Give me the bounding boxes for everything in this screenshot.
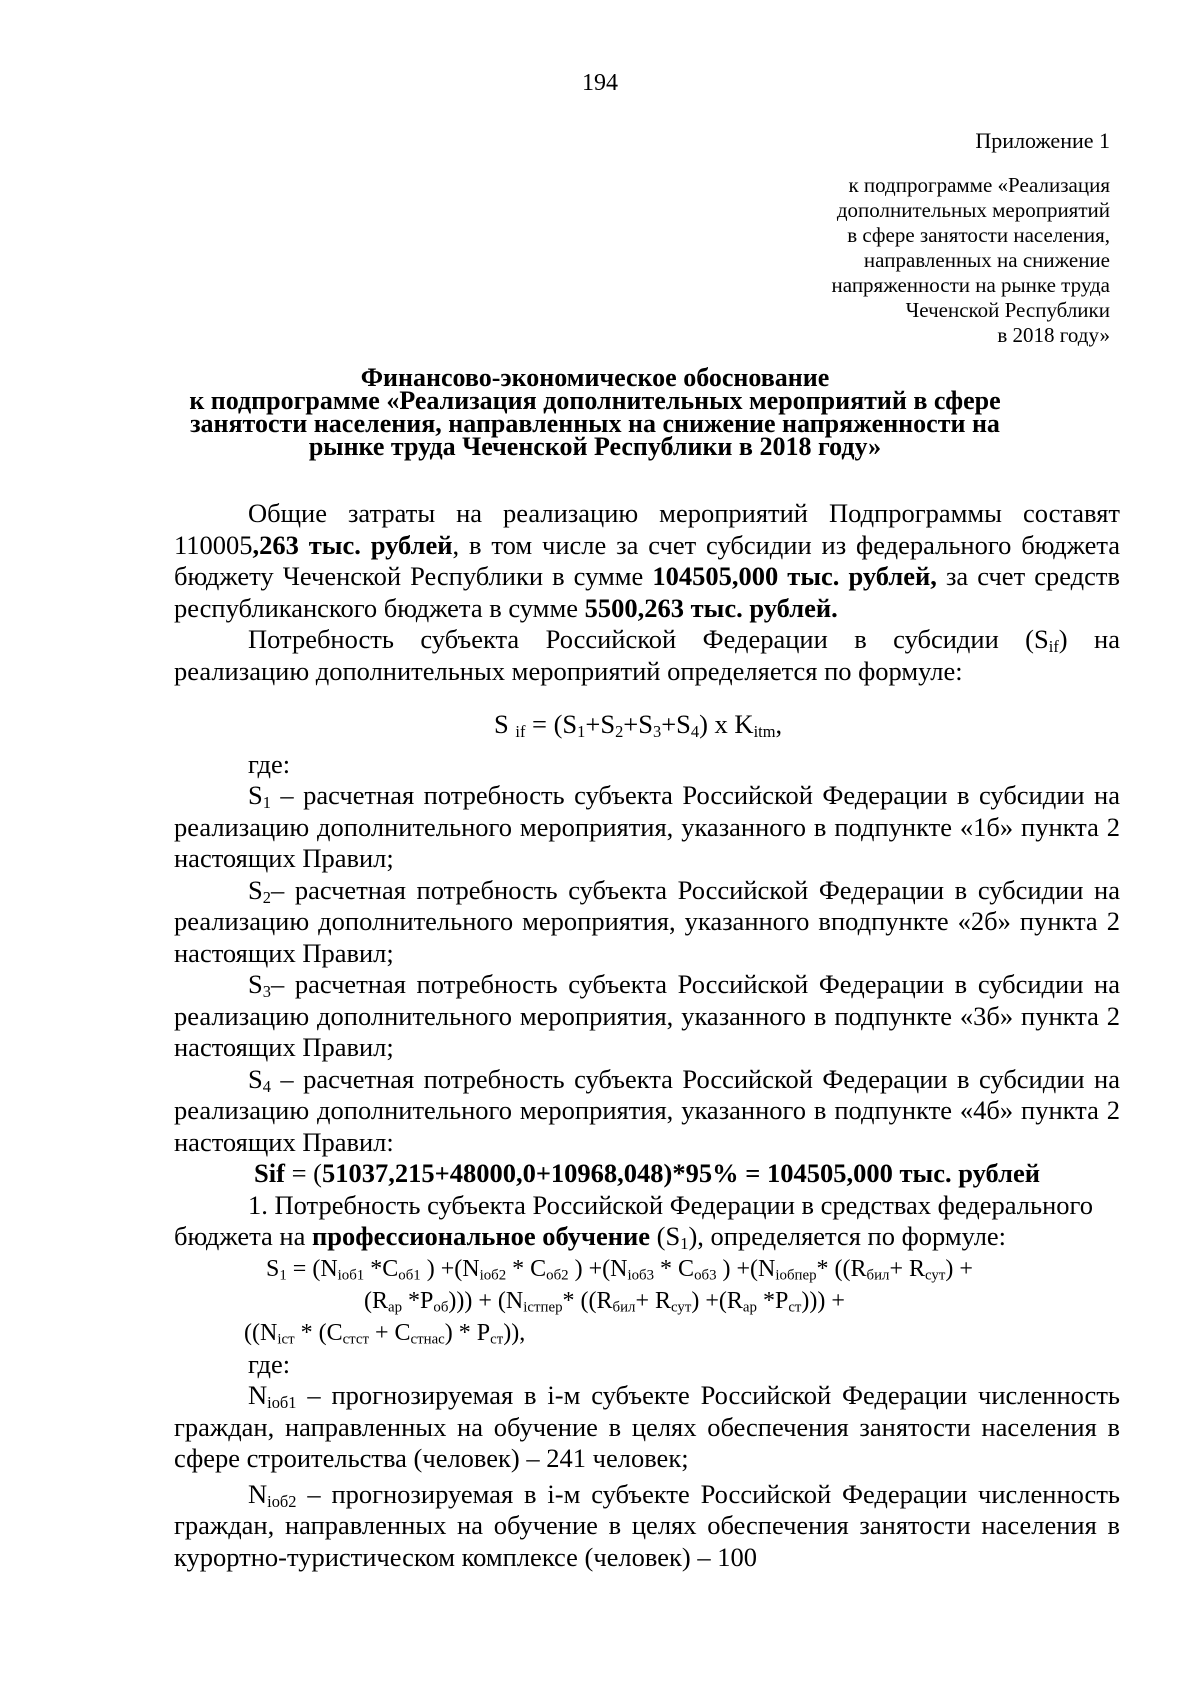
bold-amount: 5500,263 тыс. рублей. <box>584 592 838 623</box>
subscript: iоб2 <box>267 1491 297 1511</box>
formula-run: )), <box>503 1319 526 1346</box>
subscript: 1 <box>279 1267 287 1284</box>
subscript: 1 <box>262 793 271 813</box>
formula-run: *P <box>756 1287 789 1314</box>
subscript: бил <box>866 1267 890 1284</box>
subscript: 4 <box>690 722 700 742</box>
formula-run: * C <box>654 1255 695 1282</box>
definition-text: – прогнозируемая в i-м субъекте Российской Федерации численность граждан, направленных на обучение в целях обеспечения занятости населения в курортно-туристическом комплексе (человек) – 100 <box>174 1478 1120 1572</box>
definition-niob2 <box>174 1479 1120 1574</box>
subscript: стст <box>342 1331 369 1348</box>
text-run: Общие затраты на реализацию мероприятий Подпрограммы составят 110005 <box>174 498 1120 560</box>
formula-run: ) + <box>945 1255 973 1282</box>
formula-run: + C <box>368 1319 411 1346</box>
formula-line <box>174 1317 1120 1349</box>
subscript: if <box>515 722 526 742</box>
title-line: занятости населения, направленных на снижение напряженности на <box>190 409 1000 438</box>
subscript: iоб1 <box>337 1267 365 1284</box>
subscript: itm <box>753 722 776 742</box>
formula-run: ((N <box>244 1319 278 1346</box>
symbol: S <box>248 780 263 810</box>
formula-run: +S <box>623 709 653 739</box>
formula-run: (R <box>364 1287 388 1314</box>
subscript: бил <box>612 1299 636 1316</box>
formula-run: S <box>494 709 516 739</box>
calculation-sif <box>174 1158 1120 1190</box>
formula-run: + R <box>889 1255 926 1282</box>
definition-s3 <box>174 969 1120 1064</box>
bold-amount: ,263 тыс. рублей <box>252 529 453 560</box>
page-number: 194 <box>582 70 618 96</box>
formula-line <box>174 1285 1120 1317</box>
formula-run: ))) + <box>801 1287 845 1314</box>
bold-amount: 104505,000 тыс. рублей, <box>652 561 937 591</box>
appendix-line: направленных на снижение <box>863 248 1110 272</box>
definition-s2 <box>174 875 1120 970</box>
subscript: 2 <box>262 887 271 907</box>
subscript: iоб3 <box>627 1267 655 1284</box>
appendix-heading: Приложение 1 <box>975 128 1110 153</box>
text-run: за счет средств республиканского бюджета в сумме <box>174 561 1120 623</box>
bold-run: профессиональное обучение <box>312 1221 651 1251</box>
subscript: 3 <box>652 722 662 742</box>
formula-run: ) +(N <box>420 1255 480 1282</box>
definition-text: – прогнозируемая в i-м субъекте Российской Федерации численность граждан, направленных на обучение в целях обеспечения занятости населения в сфере строительства (человек) – 241 человек; <box>174 1380 1120 1473</box>
text-run: ) на реализацию дополнительных мероприятий определяется по формуле: <box>174 624 1120 686</box>
where-label: где: <box>248 748 291 779</box>
subscript: об3 <box>694 1267 717 1284</box>
formula-run: , <box>775 709 783 739</box>
formula-run: * C <box>506 1255 547 1282</box>
definition-text: – расчетная потребность субъекта Российской Федерации в субсидии на реализацию дополнительного мероприятия, указанного в подпункте «4б» пункта 2 настоящих Правил: <box>174 1063 1120 1157</box>
appendix-block <box>750 128 1110 348</box>
symbol: S <box>248 874 263 905</box>
paragraph-total-costs <box>174 498 1120 624</box>
appendix-line: дополнительных мероприятий <box>836 198 1110 222</box>
appendix-line: Чеченской Республики <box>905 298 1110 322</box>
subscript: iобпер <box>775 1267 817 1284</box>
formula-run: + R <box>635 1287 672 1314</box>
formula-run: *P <box>402 1287 434 1314</box>
subscript: ар <box>388 1299 403 1316</box>
formula-sif <box>174 709 1120 741</box>
subscript: сут <box>671 1299 692 1316</box>
subscript: 3 <box>262 982 271 1002</box>
text-run: , в том числе за счет субсидии из федерального бюджета бюджету Чеченской Республики в сумме <box>174 529 1120 591</box>
subscript: стнас <box>410 1331 445 1348</box>
title-line: Финансово-экономическое обоснование <box>360 363 830 392</box>
subscript: if <box>1048 637 1059 657</box>
formula-run: S <box>266 1255 280 1282</box>
definition-s1 <box>174 780 1120 875</box>
text-run: ), определяется по формуле: <box>688 1221 1007 1251</box>
symbol: N <box>248 1478 268 1509</box>
symbol: S <box>248 969 263 999</box>
formula-run: = (S <box>525 709 578 739</box>
title-line: к подпрограмме «Реализация дополнительных мероприятий в сфере <box>189 386 1001 415</box>
formula-run: ))) + (N <box>448 1287 524 1314</box>
definition-text: – расчетная потребность субъекта Российской Федерации в субсидии на реализацию дополнительного мероприятия, указанного в подпункте «3б» пункта 2 настоящих Правил; <box>174 969 1120 1062</box>
subscript: iстпер <box>523 1299 563 1316</box>
formula-line <box>174 1253 1120 1285</box>
symbol: N <box>248 1380 268 1410</box>
formula-run: * ((R <box>816 1255 867 1282</box>
subscript: ст <box>788 1299 802 1316</box>
where-label: где: <box>248 1348 291 1379</box>
formula-run: ) x K <box>699 709 754 739</box>
bold-run: 51037,215+48000,0+10968,048)*95% = 104505,000 тыс. рублей <box>321 1158 1040 1188</box>
definition-s4 <box>174 1064 1120 1159</box>
paragraph-need <box>174 624 1120 687</box>
appendix-line: в сфере занятости населения, <box>847 223 1110 247</box>
appendix-line: в 2018 году» <box>997 323 1110 347</box>
definition-text: – расчетная потребность субъекта Российской Федерации в субсидии на реализацию дополнительного мероприятия, указанного вподпункте «2б» пункта 2 настоящих Правил; <box>174 874 1120 968</box>
document-title <box>150 363 1040 461</box>
appendix-line: к подпрограмме «Реализация <box>848 173 1110 197</box>
document-body <box>174 498 1120 1573</box>
formula-run: ) +(R <box>691 1287 743 1314</box>
paragraph-training-need <box>174 1190 1120 1253</box>
formula-run: *C <box>364 1255 399 1282</box>
text-run: (S <box>650 1221 681 1251</box>
subscript: об1 <box>398 1267 421 1284</box>
subscript: 2 <box>615 722 624 742</box>
subscript: iст <box>277 1331 295 1348</box>
symbol: S <box>248 1063 263 1094</box>
formula-run: +S <box>585 709 616 739</box>
formula-run: = (N <box>286 1255 338 1282</box>
subscript: об2 <box>546 1267 569 1284</box>
formula-run: ) +(N <box>716 1255 776 1282</box>
appendix-line: напряженности на рынке труда <box>831 273 1110 297</box>
text-run: = ( <box>284 1158 322 1188</box>
subscript: ар <box>742 1299 757 1316</box>
title-line: рынке труда Чеченской Республики в 2018 году» <box>308 432 882 461</box>
formula-run: ) +(N <box>568 1255 628 1282</box>
subscript: 4 <box>262 1076 271 1096</box>
formula-run: * ((R <box>562 1287 613 1314</box>
subscript: об <box>433 1299 449 1316</box>
subscript: ст <box>490 1331 504 1348</box>
text-run: 1. Потребность субъекта Российской Федерации в средствах федерального бюджета на <box>174 1189 1093 1251</box>
subscript: сут <box>925 1267 946 1284</box>
definition-niob1 <box>174 1380 1120 1475</box>
formula-run: * (C <box>294 1319 343 1346</box>
bold-run: Sif <box>254 1158 285 1188</box>
formula-s1 <box>174 1253 1120 1349</box>
definition-text: – расчетная потребность субъекта Российской Федерации в субсидии на реализацию дополнительного мероприятия, указанного в подпункте «1б» пункта 2 настоящих Правил; <box>174 780 1120 873</box>
formula-run: ) * P <box>444 1319 491 1346</box>
subscript: iоб1 <box>267 1393 297 1413</box>
subscript: 1 <box>680 1234 689 1254</box>
subscript: 1 <box>577 722 586 742</box>
subscript: iоб2 <box>479 1267 507 1284</box>
text-run: Потребность субъекта Российской Федерации в субсидии (S <box>248 624 1049 654</box>
formula-run: +S <box>661 709 691 739</box>
